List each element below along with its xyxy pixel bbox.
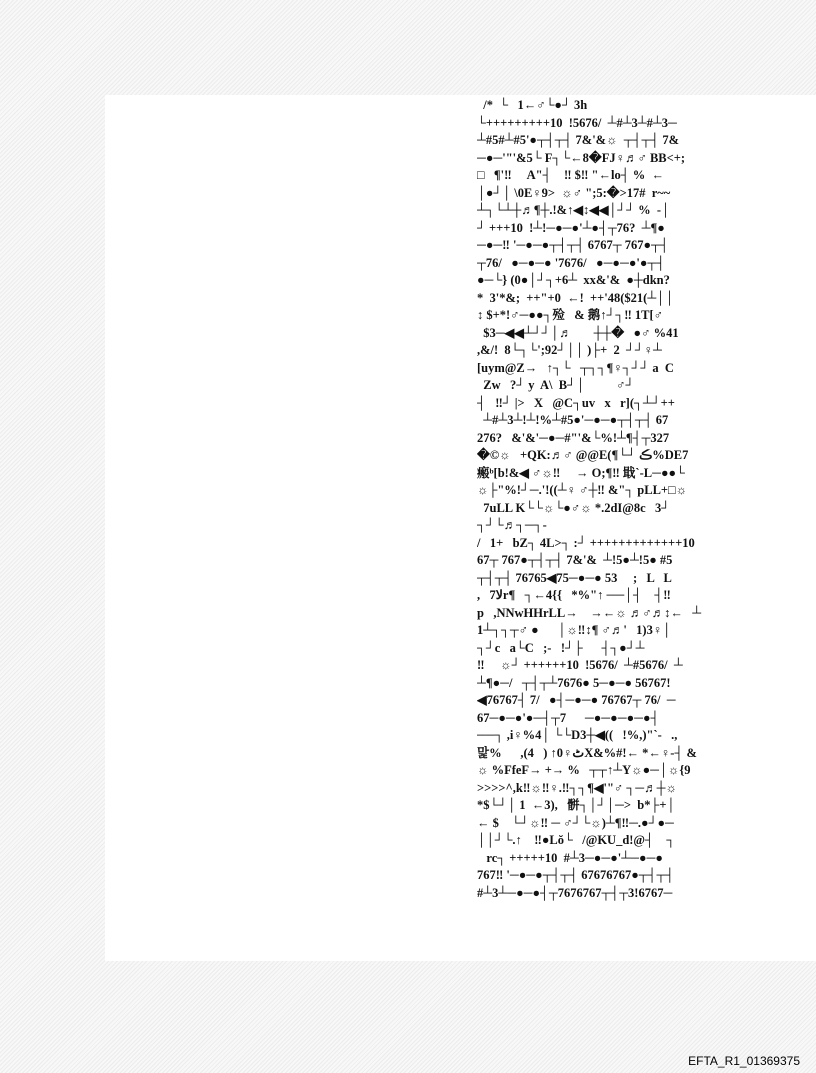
text-line: / 1+ bZ┐ 4L>┐ :┘ +++++++++++++10 — [477, 535, 695, 550]
text-line: ◀76767┤ 7/ ●┤─●─● 76767┬ 76/ ─ — [477, 693, 676, 707]
text-line: >>>>^,k‼☼‼♀.‼┐┐¶◀'"♂ ┐─♬┼☼ — [477, 780, 677, 795]
text-line: [uym@Z→ ↑┐└ ┬┐┐¶♀┐┘┘ a C — [477, 360, 674, 375]
text-line: □ ¶'‼ A"┤ ‼ $‼ "←lo┤ % ← — [477, 168, 664, 182]
text-line: * 3'*&; ++"+0 ←! ++'48($21(┴││ — [477, 290, 674, 305]
text-line: rc┐ +++++10 #┴3─●─●'┴─●─● — [477, 850, 663, 865]
text-line: 1┴┐┐┬♂ ● │☼‼↕¶ ♂♬' 1)3♀│ — [477, 623, 672, 637]
text-line: 67─●─●'●─┤┬7 ─●─●─●─●┤ — [477, 710, 660, 725]
text-line: ──┐ ,i♀%4│ └└D3┼◀(( !%,)"`- ., — [477, 728, 678, 742]
text-line: ☼ %FfeF→ +→ % ┬┬↑┴Y☼●─│☼{9 — [477, 763, 691, 777]
text-line: , 7ﻻr¶ ┐←4{{ *%"↑ ──│┤ ┤‼ — [477, 588, 671, 602]
bates-number: EFTA_R1_01369375 — [688, 1054, 800, 1068]
text-line: *$└┘│ 1 ←3), 骿┐│┘│─> b*├+│ — [477, 798, 676, 812]
text-line: ┐┘c a└C ;- !┘├ ┤┐●┘┴ — [477, 640, 645, 655]
text-line: 767‼ '─●─●┬┤┬┤ 67676767●┬┤┬┤ — [477, 868, 675, 882]
text-line: ,&/! 8└┐└';92┘││ )├+ 2 ┘┘♀┴ — [477, 343, 662, 357]
text-line: ☼├"%!┘─.'!((┴♀ ♂┼‼ &"┐ pLL+□☼ — [477, 483, 688, 497]
text-line: p ,NNwHHrLL→ →←☼ ♬♂♬↕← ┴ — [477, 605, 702, 620]
text-line: ┴¶●─/ ┬┤┬┴7676● 5─●─● 56767! — [477, 675, 671, 690]
text-line: 7uLL K└└☼└●♂☼ *.2dI@8c 3┘ — [477, 500, 671, 515]
text-line: ┬76/ ●─●─● '7676/ ●─●─●'●┬┤ — [477, 255, 666, 270]
text-line: ┤ ‼┘ |> X @C┐uv x r](┐┴┘++ — [477, 395, 675, 410]
text-line: 瘢ᵇ[b!&◀ ♂☼‼ → O;¶‼ 戢`-L─●●└ — [477, 465, 685, 480]
text-line: ●─└} (0●│┘┐+6┴ xx&'& ●┼dkn? — [477, 273, 670, 287]
text-line: └+++++++++10 !5676/ ┴#┴3┴#┴3─ — [477, 115, 677, 130]
text-line: ↕ $+*!♂─●●┐殓 & 鹅↑┘┐‼ 1T[♂ — [477, 308, 664, 322]
text-line: ┘ +++10 !┴!─●─●'┴●┤┬76? ┴¶● — [477, 220, 665, 235]
text-line: /* └ 1←♂└●┘ 3h — [477, 98, 588, 112]
text-line: ┴#┴3┴!┴!%┴#5●'─●─●┬┤┬┤ 67 — [477, 413, 669, 427]
text-line: �©☼ +QK:♬♂ @@E(¶└┘ ڪ%DE7 — [477, 448, 689, 462]
text-line: ┐┘└♬┐─┐- — [477, 518, 547, 532]
text-line: ┬┤┬┤ 76765◀75─●─● 53 ; L L — [477, 570, 672, 585]
text-line: ← $ └┘☼‼ ─ ♂┘└☼)┴¶‼─.●┘●─ — [477, 815, 674, 830]
garbled-text-block — [477, 97, 816, 902]
text-line: ‼ ☼┘ ++++++10 !5676/ ┴#5676/ ┴ — [477, 658, 683, 672]
text-line: #┴3┴─●─●┤┬7676767┬┤┬3!6767─ — [477, 885, 673, 900]
text-line: 맕% ,ٹ♀0↑ ( 4)X&%#!← *←♀-┤ & — [477, 745, 697, 760]
text-line: │●┘│ \0E♀9> ☼♂ ";5:�>17# r~~ — [477, 185, 671, 200]
document-page — [105, 95, 816, 961]
text-line: ─●─‼ '─●─●┬┤┬┤ 6767┬ 767●┬┤ — [477, 238, 669, 252]
text-line: ─●─'"'&5└ F┐└←8�FJ♀♬♂ BB<+; — [477, 150, 686, 165]
text-line: ││┘└.↑ ‼●Lŏ└ /@KU_d!@┤ ┐ — [477, 833, 676, 847]
text-line: 67┬ 767●┬┤┬┤ 7&'& ┴!5●┴!5● #5 — [477, 553, 673, 567]
text-line: ┴#5#┴#5'●┬┤┬┤ 7&'&☼ ┬┤┬┤ 7& — [477, 133, 680, 147]
text-line: $3─◀◀┴┘┘│♬ ┼┼� ●♂ %41 — [477, 325, 679, 340]
text-line: Zw ?┘ y A\ B┘│ ♂┘ — [477, 378, 635, 392]
text-line: 276? &'&'─●─#"'&└%!┴¶┤┬327 — [477, 430, 670, 445]
text-line: ┴┐└┴┼♬¶┼.!&↑◀↕◀◀│┘┘ % -│ — [477, 203, 670, 217]
